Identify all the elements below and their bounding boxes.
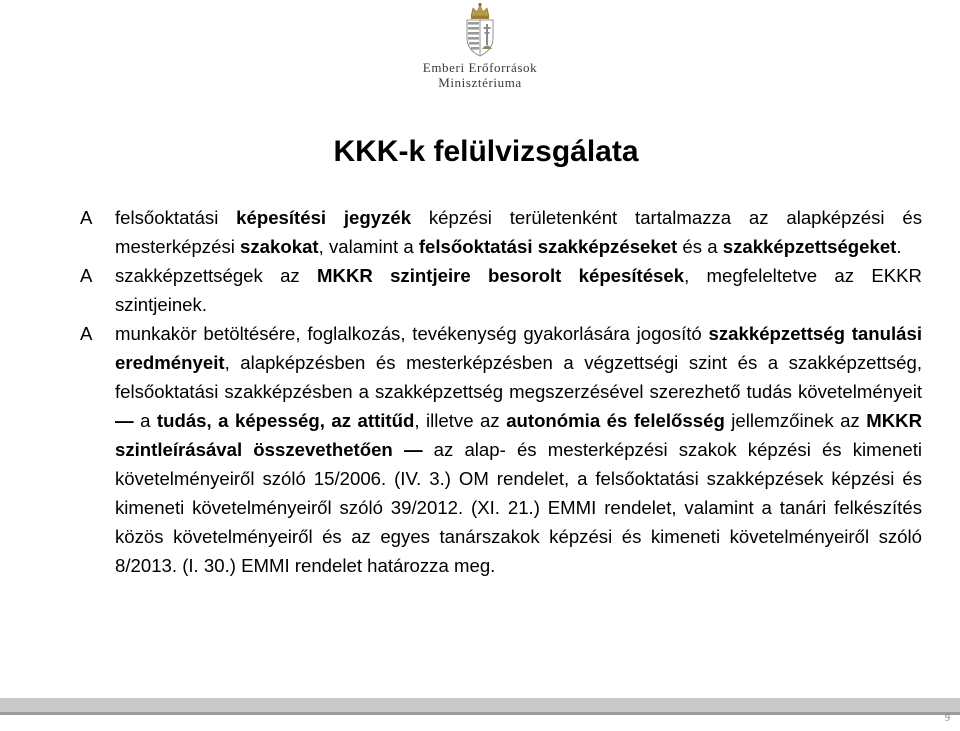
paragraph-2-initial: A [80,265,93,286]
ministry-name-line1: Emberi Erőforrások [422,60,538,75]
paragraph-1-text [115,203,922,261]
bold-segment: — [115,410,134,431]
text-segment: munkakör betöltésére, foglalkozás, tevékenység gyakorlására jogosító [115,323,709,344]
text-segment: . [896,236,902,257]
text-segment [393,439,404,460]
ministry-name-line2: Minisztériuma [438,75,522,90]
paragraph-3-text [115,319,922,580]
text-segment: és a [677,236,723,257]
paragraph-3-initial: A [80,323,93,344]
ministry-name [380,60,580,90]
text-segment: az alap- és mesterképzési szakok képzési és kimeneti követelményeiről szóló 15/2006. (IV. 3.) OM rendelet, a felsőoktatási szakképzések képzési és kimeneti követelményeiről szóló 39/2012. (XI. 21.) EMMI rendelet, valamint a tanári felkészítés közös követelményeiről és az egyes tanárszakok képzési és kimeneti követelményeiről szóló 8/2013. (I. 30.) EMMI rendelet határozza meg. [115,439,922,576]
text-segment: felsőoktatási [115,207,237,228]
text-segment: , valamint a [318,236,419,257]
coat-of-arms-logo [463,2,497,58]
text-segment: képzési területenként tartalmazza az alapképzési és mesterképzési [115,207,922,257]
bold-segment: MKKR szintleírásával összevethetően [115,410,923,460]
footer-bar [0,698,960,715]
bold-segment: képesítési jegyzék [236,207,412,228]
bold-segment: tudás, a képesség, az attitűd [156,410,415,431]
body-text [80,203,922,580]
bold-segment: szakképzettségeket [722,236,897,257]
text-segment: , megfeleltetve az EKKR szintjeinek. [115,265,922,315]
text-segment: a [133,410,157,431]
bold-segment: szakképzettség tanulási eredményeit [115,323,922,373]
paragraph-1 [80,203,922,261]
page-title: KKK-k felülvizsgálata [333,135,639,168]
text-segment: jellemzőinek az [724,410,867,431]
paragraph-2-text [115,261,922,319]
bold-segment: szakokat [240,236,319,257]
bold-segment: felsőoktatási szakképzéseket [418,236,678,257]
text-segment: , illetve az [414,410,507,431]
text-segment: szakképzettségek az [115,265,318,286]
page-number: 9 [945,713,950,724]
bold-segment: — [403,439,423,460]
bold-segment: MKKR szintjeire besorolt képesítések [317,265,685,286]
paragraph-3 [80,319,922,580]
paragraph-1-initial: A [80,207,93,228]
bold-segment: autonómia és felelősség [506,410,725,431]
paragraph-2 [80,261,922,319]
text-segment: , alapképzésben és mesterképzésben a végzettségi szint és a szakképzettség, felsőoktatási szakképzésben a szakképzettség megszerzésével szerezhető tudás követelményeit [115,352,922,402]
